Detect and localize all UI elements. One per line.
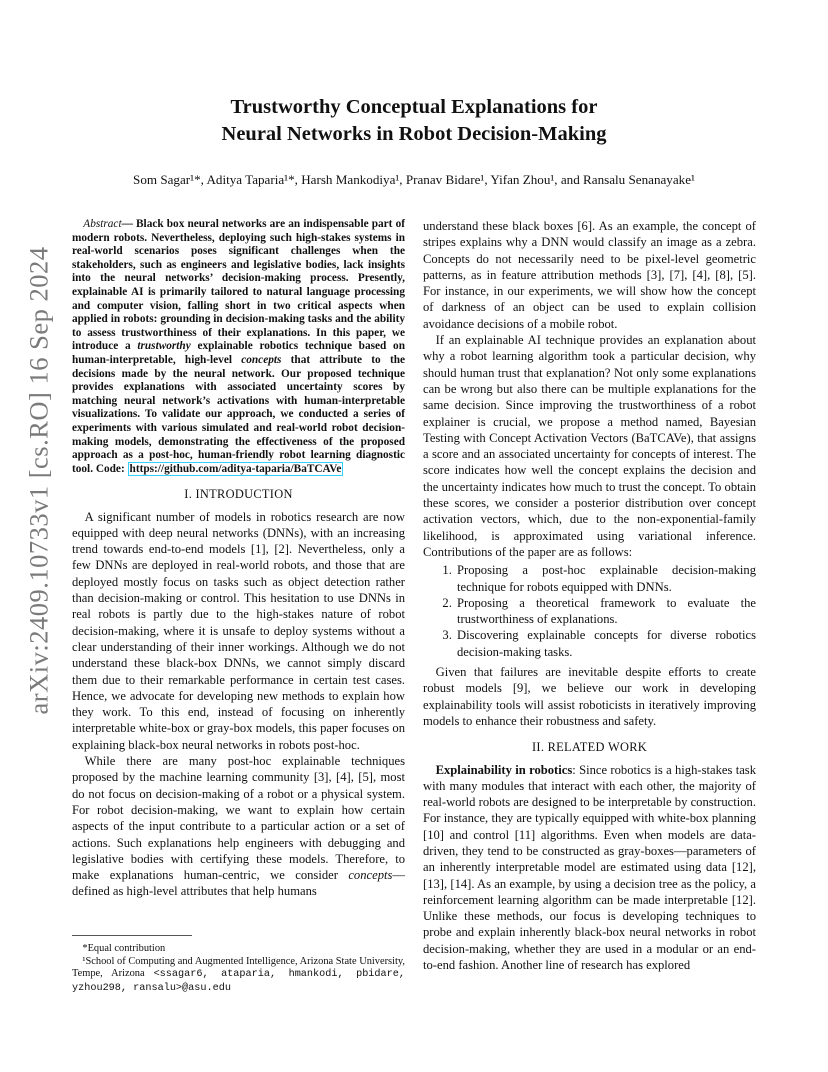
list-item: 3. Discovering explainable concepts for diverse robotics decision-making tasks.: [455, 627, 756, 660]
footnote-affiliation: [72, 956, 405, 996]
related-work-text: : Since robotics is a high-stakes task with many modules that interact with each other, the majority of real-world robots are designed to be interpretable by construction. For instance, they are typically equipped with white-box planning [10] and control [11] algorithms. Even when models are data-driven, they tend to be constructed as gray-boxes—parameters of an inherently interpretable model are estimated using data [12], [13], [14]. As an example, by using a decision tree as the policy, a reinforcement learning algorithm can be made interpretable [12]. Unlike these methods, our focus is developing techniques to probe and explain inherently black-box neural networks in robot decision-making, whether they are used in a modular or an end-to-end fashion. Another line of research has explored: [423, 762, 756, 973]
footnote-equal-contribution: *Equal contribution: [82, 943, 166, 954]
paper-title: [100, 94, 728, 148]
abstract-emphasis-concepts: concepts: [241, 353, 282, 366]
list-item: 1. Proposing a post-hoc explainable decision-making technique for robots equipped with DNNs.: [455, 562, 756, 595]
related-work-paragraph: [423, 762, 756, 974]
footnote-emails: <ssagar6, ataparia, hmankodi, pbidare, yzhou298, ransalu>@asu.edu: [72, 969, 405, 994]
left-column: [72, 218, 405, 900]
arxiv-identifier: [23, 246, 54, 714]
arxiv-identifier-text: arXiv:2409.10733v1 [cs.RO] 16 Sep 2024: [23, 246, 54, 714]
footnote-rule: [72, 935, 192, 936]
right-column: [423, 218, 756, 973]
abstract-text-1: — Black box neural networks are an indispensable part of modern robots. Nevertheless, deploying such high-stakes systems in real-world scenarios poses significant challenges when the stakeholders, such as engineers and legislative bodies, lack insights into the neural networks’ decision-making process. Presently, explainable AI is primarily tailored to natural language processing and computer vision, falling short in two critical aspects when applied in robots: grounding in decision-making tasks and the ability to assess trustworthiness of their explanations. In this paper, we introduce a: [72, 218, 405, 353]
title-line-2: Neural Networks in Robot Decision-Making: [221, 123, 607, 145]
footnotes: [72, 935, 405, 995]
related-work-lead: Explainability in robotics: [435, 762, 573, 777]
right-paragraph-2: If an explainable AI technique provides an explanation about why a robot learning algorithm took a particular decision, why should human trust that explanation? Not only some explanations can be wrong but also there can be multiple explanations for the same decision. Since improving the trustworthiness of a robot explainer is crucial, we propose a method named, Bayesian Testing with Concept Activation Vectors (BaTCAVe), that assigns a score and an associated uncertainty for concepts of interest. The score indicates how well the concept explains the decision and the uncertainty indicates how much to trust the concept. To obtain these scores, we consider a posterior distribution over concept activation vectors, which, due to the non-exponential-family likelihood, is approximated using variational inference. Contributions of the paper are as follows:: [423, 333, 756, 559]
right-paragraph-3: Given that failures are inevitable despite efforts to create robust models [9], we believe our work in developing explainability tools will assist roboticists in iteratively improving models to enhance their robustness and safety.: [423, 665, 756, 728]
list-item: 2. Proposing a theoretical framework to evaluate the trustworthiness of explanations.: [455, 595, 756, 628]
author-list: Som Sagar¹*, Aditya Taparia¹*, Harsh Mankodiya¹, Pranav Bidare¹, Yifan Zhou¹, and Ransalu Senanayake¹: [133, 172, 695, 187]
abstract-label: Abstract: [83, 218, 122, 230]
section-heading-related-work: II. RELATED WORK: [531, 740, 648, 755]
footnote-affiliation-text: ¹School of Computing and Augmented Intelligence, Arizona State University, Tempe, Arizona: [72, 955, 405, 979]
section-heading-introduction: I. INTRODUCTION: [184, 487, 293, 502]
right-paragraph-1: understand these black boxes [6]. As an example, the concept of stripes explains why a DNN would classify an image as a zebra. Concepts do not necessarily need to be pixel-level geometric patterns, as in feature attribution methods [3], [7], [4], [8], [5]. For instance, in our experiments, we will show how the concept of darkness of an object can be used to explain collision avoidance decisions of a mobile robot.: [423, 219, 756, 331]
intro-paragraph-2-emphasis: concepts: [348, 868, 393, 883]
intro-paragraph-1: A significant number of models in robotics research are now equipped with deep neural networks (DNNs), with an increasing trend towards end-to-end models [1], [2]. Nevertheless, only a few DNNs are deployed in real-world robots, and those that are deployed mostly focus on tasks such as object detection rather than decision-making or control. This hesitation to use DNNs in real robots is partly due to the high-stakes nature of robot decision-making, where it is unsafe to deploy systems without a clear understanding of their inner workings. Although we do not understand these black-box DNNs, we cannot simply discard them due to their remarkable performance in certain test cases. Hence, we advocate for developing new methods to explain how they work. To this end, instead of focusing on inherently interpretable white-box or gray-box models, this paper focuses on explaining black-box neural networks in robots post-hoc.: [72, 509, 405, 752]
abstract-emphasis-trustworthy: trustworthy: [137, 340, 191, 353]
abstract: [72, 218, 405, 476]
title-line-1: Trustworthy Conceptual Explanations for: [230, 96, 598, 118]
contributions-list: [423, 562, 756, 660]
intro-paragraph-2: [72, 753, 405, 900]
intro-paragraph-2-text: While there are many post-hoc explainable techniques proposed by the machine learning community [3], [4], [5], most do not focus on decision-making of a robot or a physical system. For robot decision-making, we want to explain how certain aspects of the input contribute to a particular action or a set of actions. Such explanations help engineers with debugging and legislative bodies with certifying these models. Therefore, to make explanations human-centric, we consider: [72, 754, 405, 883]
abstract-text-2: explainable robotics technique based on human-interpretable, high-level: [72, 340, 405, 366]
code-link[interactable]: https://github.com/aditya-taparia/BaTCAVe: [129, 462, 342, 475]
intro-paragraph-2-tail: —defined as high-level attributes that help humans: [72, 868, 405, 899]
abstract-text-3: that attribute to the decisions made by the neural network. Our proposed technique provides explanations with associated uncertainty scores by matching neural network’s activations with human-interpretable visualizations. To validate our approach, we conducted a series of experiments with various simulated and real-world robot decision-making models, demonstrating the effectiveness of the proposed approach as a post-hoc, human-friendly robot learning diagnostic tool. Code:: [72, 353, 406, 475]
